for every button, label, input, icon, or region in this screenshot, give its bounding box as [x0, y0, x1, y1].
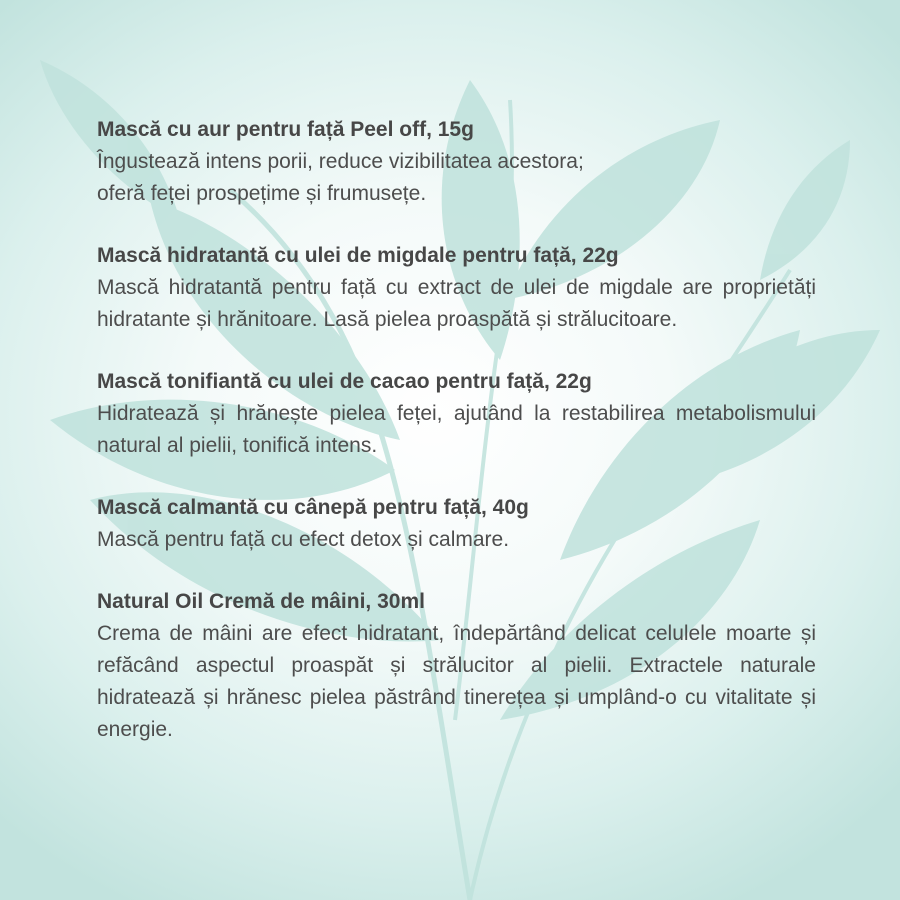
product-list	[97, 114, 816, 776]
product-title: Natural Oil Cremă de mâini, 30ml	[97, 590, 425, 613]
product-item	[97, 240, 816, 336]
product-description-line: oferă feței prospețime și frumusețe.	[97, 182, 427, 205]
product-item	[97, 492, 816, 556]
product-description: Mască hidratantă pentru față cu extract de ulei de migdale are proprietăți hidratante și hrănitoare. Lasă pielea proaspătă și strălucitoare.	[97, 276, 816, 331]
product-description: Crema de mâini are efect hidratant, îndepărtând delicat celulele moarte și refăcând aspectul proaspăt și strălucitor al pielii. Extractele naturale hidratează și hrănesc pielea păstrând tinerețea și umplând-o cu vitalitate și energie.	[97, 622, 816, 741]
product-title: Mască cu aur pentru față Peel off, 15g	[97, 118, 474, 141]
product-item	[97, 114, 816, 210]
product-description: Hidratează și hrănește pielea feței, ajutând la restabilirea metabolismului natural al pielii, tonifică intens.	[97, 402, 816, 457]
product-title: Mască tonifiantă cu ulei de cacao pentru față, 22g	[97, 370, 592, 393]
product-title: Mască hidratantă cu ulei de migdale pentru față, 22g	[97, 244, 619, 267]
product-item	[97, 586, 816, 746]
product-title: Mască calmantă cu cânepă pentru față, 40g	[97, 496, 529, 519]
product-description-line: Îngustează intens porii, reduce vizibilitatea acestora;	[97, 150, 584, 173]
product-description: Mască pentru față cu efect detox și calmare.	[97, 528, 510, 551]
product-item	[97, 366, 816, 462]
